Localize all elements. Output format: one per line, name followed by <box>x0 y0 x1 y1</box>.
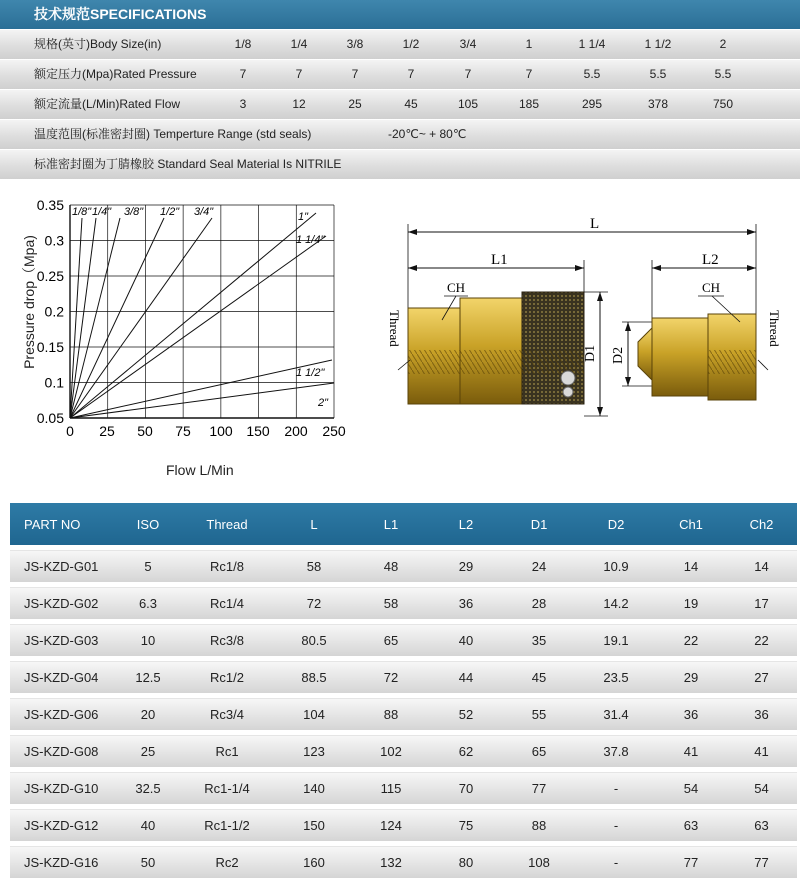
table-cell-l1: 102 <box>352 733 430 770</box>
table-cell-ch1: 29 <box>656 659 726 696</box>
rated-flow-value: 295 <box>581 97 603 111</box>
x-tick-label: 75 <box>175 423 191 439</box>
table-cell-ch1: 19 <box>656 585 726 622</box>
table-cell-d2: 23.5 <box>576 659 656 696</box>
coupling-drawing <box>372 210 792 430</box>
table-cell-thread: Rc1/8 <box>178 548 276 585</box>
y-tick-label: 0.1 <box>44 374 64 391</box>
body-size-value: 1/2 <box>402 37 420 51</box>
table-row <box>10 622 797 659</box>
rated-pressure-value: 5.5 <box>583 67 601 81</box>
table-cell-d1: 65 <box>502 733 576 770</box>
y-tick-label: 0.25 <box>36 268 64 284</box>
pressure-drop-chart <box>0 188 345 488</box>
table-cell-ch1: 41 <box>656 733 726 770</box>
body-size-value: 3/8 <box>346 37 364 51</box>
table-cell-d1: 55 <box>502 696 576 733</box>
x-tick-label: 150 <box>246 423 270 439</box>
table-cell-part-no: JS-KZD-G10 <box>10 770 118 807</box>
body-size-value: 1 1/2 <box>644 37 672 51</box>
x-tick-label: 0 <box>66 423 74 439</box>
table-cell-l1: 58 <box>352 585 430 622</box>
table-cell-thread: Rc1/4 <box>178 585 276 622</box>
table-cell-l1: 65 <box>352 622 430 659</box>
table-cell-d2: 19.1 <box>576 622 656 659</box>
table-cell-iso: 40 <box>118 807 178 844</box>
table-cell-d1: 45 <box>502 659 576 696</box>
chart-canvas <box>0 188 345 488</box>
table-cell-part-no: JS-KZD-G08 <box>10 733 118 770</box>
column-header-ch2: Ch2 <box>726 503 797 548</box>
series-label: 2" <box>318 397 329 409</box>
parts-table <box>10 503 797 878</box>
table-row <box>10 807 797 844</box>
table-cell-l: 150 <box>276 807 352 844</box>
column-header-ch1: Ch1 <box>656 503 726 548</box>
table-cell-ch2: 63 <box>726 807 797 844</box>
table-cell-thread: Rc3/8 <box>178 622 276 659</box>
series-line <box>70 360 332 418</box>
y-tick-label: 0.05 <box>36 410 64 426</box>
table-cell-l2: 44 <box>430 659 502 696</box>
table-cell-iso: 20 <box>118 696 178 733</box>
specifications-title: 技术规范SPECIFICATIONS <box>0 0 800 29</box>
table-cell-d2: - <box>576 770 656 807</box>
x-axis-title: Flow L/Min <box>166 462 234 478</box>
table-cell-l1: 115 <box>352 770 430 807</box>
column-header-l2: L2 <box>430 503 502 548</box>
x-tick-label: 200 <box>284 423 308 439</box>
table-cell-ch1: 36 <box>656 696 726 733</box>
table-cell-iso: 5 <box>118 548 178 585</box>
body-size-value: 3/4 <box>459 37 477 51</box>
table-cell-l2: 36 <box>430 585 502 622</box>
table-cell-l2: 40 <box>430 622 502 659</box>
column-header-l: L <box>276 503 352 548</box>
table-row <box>10 844 797 879</box>
table-cell-l2: 75 <box>430 807 502 844</box>
body-size-value: 1/4 <box>290 37 308 51</box>
table-cell-l1: 48 <box>352 548 430 585</box>
table-cell-l2: 29 <box>430 548 502 585</box>
thread-label-socket: Thread <box>387 310 402 347</box>
table-cell-part-no: JS-KZD-G16 <box>10 844 118 879</box>
table-cell-ch2: 17 <box>726 585 797 622</box>
specifications-panel <box>0 0 800 179</box>
x-tick-label: 50 <box>137 423 153 439</box>
rated-pressure-value: 7 <box>351 67 359 81</box>
y-tick-label: 0.3 <box>44 232 64 249</box>
table-cell-ch2: 27 <box>726 659 797 696</box>
table-cell-iso: 6.3 <box>118 585 178 622</box>
series-label: 3/8" <box>124 206 144 218</box>
table-cell-thread: Rc3/4 <box>178 696 276 733</box>
table-cell-l1: 88 <box>352 696 430 733</box>
series-label: 1 1/4" <box>296 234 325 246</box>
table-cell-part-no: JS-KZD-G12 <box>10 807 118 844</box>
table-cell-iso: 25 <box>118 733 178 770</box>
rated-pressure-row <box>0 60 800 89</box>
table-cell-thread: Rc1 <box>178 733 276 770</box>
table-cell-d2: 10.9 <box>576 548 656 585</box>
table-cell-ch2: 14 <box>726 548 797 585</box>
rated-flow-value: 105 <box>457 97 479 111</box>
series-label: 1 1/2" <box>296 367 325 379</box>
table-cell-l1: 124 <box>352 807 430 844</box>
table-cell-ch2: 54 <box>726 770 797 807</box>
table-cell-d2: 37.8 <box>576 733 656 770</box>
table-cell-ch2: 22 <box>726 622 797 659</box>
body-size-row <box>0 30 800 59</box>
body-size-value: 2 <box>719 37 727 51</box>
table-cell-d1: 35 <box>502 622 576 659</box>
rated-pressure-label: 额定压力(Mpa)Rated Pressure <box>34 67 197 81</box>
table-cell-ch1: 54 <box>656 770 726 807</box>
table-cell-thread: Rc1/2 <box>178 659 276 696</box>
table-row <box>10 585 797 622</box>
table-cell-l: 104 <box>276 696 352 733</box>
column-header-l1: L1 <box>352 503 430 548</box>
series-line <box>70 218 96 418</box>
column-header-d2: D2 <box>576 503 656 548</box>
table-cell-l1: 72 <box>352 659 430 696</box>
column-header-thread: Thread <box>178 503 276 548</box>
rated-pressure-value: 7 <box>407 67 415 81</box>
table-cell-ch1: 77 <box>656 844 726 879</box>
table-cell-l: 58 <box>276 548 352 585</box>
series-line <box>70 218 164 418</box>
body-size-value: 1 <box>525 37 533 51</box>
table-cell-l: 160 <box>276 844 352 879</box>
dim-label-l: L <box>590 216 600 232</box>
rated-pressure-value: 5.5 <box>649 67 667 81</box>
x-tick-label: 100 <box>209 423 233 439</box>
table-cell-d1: 28 <box>502 585 576 622</box>
table-cell-iso: 12.5 <box>118 659 178 696</box>
table-row <box>10 659 797 696</box>
table-cell-iso: 32.5 <box>118 770 178 807</box>
table-cell-ch2: 36 <box>726 696 797 733</box>
seal-row <box>0 150 800 179</box>
temperature-label: 温度范围(标准密封圈) Temperture Range (std seals) <box>34 127 312 141</box>
dim-label-l2: L2 <box>702 252 719 268</box>
dim-label-d2: D2 <box>611 346 626 364</box>
dim-label-d1: D1 <box>583 344 598 362</box>
series-label: 1/2" <box>160 206 180 218</box>
column-header-d1: D1 <box>502 503 576 548</box>
series-line <box>70 218 82 418</box>
table-cell-part-no: JS-KZD-G06 <box>10 696 118 733</box>
rated-pressure-value: 7 <box>295 67 303 81</box>
rated-flow-value: 45 <box>404 97 418 111</box>
rated-pressure-value: 7 <box>525 67 533 81</box>
table-cell-thread: Rc1-1/4 <box>178 770 276 807</box>
table-cell-ch2: 41 <box>726 733 797 770</box>
dim-label-l1: L1 <box>491 252 508 268</box>
rated-pressure-value: 7 <box>464 67 472 81</box>
x-tick-label: 250 <box>322 423 346 439</box>
table-cell-ch2: 77 <box>726 844 797 879</box>
body-size-value: 1/8 <box>234 37 252 51</box>
table-cell-part-no: JS-KZD-G04 <box>10 659 118 696</box>
rated-flow-value: 750 <box>712 97 734 111</box>
table-cell-l2: 62 <box>430 733 502 770</box>
x-tick-label: 25 <box>99 423 115 439</box>
rated-flow-value: 378 <box>647 97 669 111</box>
column-header-iso: ISO <box>118 503 178 548</box>
table-row <box>10 696 797 733</box>
table-cell-l: 88.5 <box>276 659 352 696</box>
rated-pressure-value: 7 <box>239 67 247 81</box>
table-cell-d1: 24 <box>502 548 576 585</box>
table-cell-l: 80.5 <box>276 622 352 659</box>
seal-label: 标准密封圈为丁腈橡胶 Standard Seal Material Is NITRILE <box>34 157 342 171</box>
column-header-part-no: PART NO <box>10 503 118 548</box>
table-cell-d2: 31.4 <box>576 696 656 733</box>
y-tick-label: 0.2 <box>44 303 64 320</box>
table-cell-part-no: JS-KZD-G02 <box>10 585 118 622</box>
table-cell-l: 72 <box>276 585 352 622</box>
ch-label-socket: CH <box>447 280 466 295</box>
plug-body <box>638 314 756 400</box>
table-cell-d2: - <box>576 844 656 879</box>
table-cell-d1: 77 <box>502 770 576 807</box>
series-label: 1/4" <box>92 206 112 218</box>
temperature-row <box>0 120 800 149</box>
table-cell-l2: 80 <box>430 844 502 879</box>
table-cell-thread: Rc1-1/2 <box>178 807 276 844</box>
table-cell-part-no: JS-KZD-G03 <box>10 622 118 659</box>
parts-table-header <box>10 503 797 548</box>
series-label: 1" <box>298 211 309 223</box>
rated-flow-value: 3 <box>239 97 247 111</box>
rated-flow-value: 185 <box>518 97 540 111</box>
socket-body <box>408 292 584 404</box>
y-axis-title: Pressure drop（Mpa) <box>21 235 37 369</box>
table-cell-iso: 50 <box>118 844 178 879</box>
table-cell-d1: 88 <box>502 807 576 844</box>
series-label: 3/4" <box>194 206 214 218</box>
table-cell-ch1: 22 <box>656 622 726 659</box>
body-size-value: 1 1/4 <box>578 37 606 51</box>
y-tick-label: 0.35 <box>36 197 64 213</box>
table-cell-l: 123 <box>276 733 352 770</box>
table-cell-d2: - <box>576 807 656 844</box>
table-cell-part-no: JS-KZD-G01 <box>10 548 118 585</box>
table-row <box>10 733 797 770</box>
thread-label-plug: Thread <box>767 310 782 347</box>
y-tick-label: 0.15 <box>36 339 64 355</box>
series-line <box>70 383 334 418</box>
table-cell-iso: 10 <box>118 622 178 659</box>
coupling-svg <box>372 210 792 430</box>
rated-flow-row <box>0 90 800 119</box>
table-row <box>10 770 797 807</box>
table-row <box>10 548 797 585</box>
body-size-label: 规格(英寸)Body Size(in) <box>34 37 162 51</box>
table-cell-l2: 70 <box>430 770 502 807</box>
table-cell-d1: 108 <box>502 844 576 879</box>
table-cell-l1: 132 <box>352 844 430 879</box>
table-cell-ch1: 14 <box>656 548 726 585</box>
rated-flow-label: 额定流量(L/Min)Rated Flow <box>34 97 181 111</box>
table-cell-l: 140 <box>276 770 352 807</box>
table-cell-l2: 52 <box>430 696 502 733</box>
rated-pressure-value: 5.5 <box>714 67 732 81</box>
table-cell-thread: Rc2 <box>178 844 276 879</box>
series-line <box>70 213 316 418</box>
table-cell-d2: 14.2 <box>576 585 656 622</box>
rated-flow-value: 25 <box>348 97 362 111</box>
table-cell-ch1: 63 <box>656 807 726 844</box>
rated-flow-value: 12 <box>292 97 306 111</box>
series-label: 1/8" <box>72 206 92 218</box>
ch-label-plug: CH <box>702 280 721 295</box>
temperature-value: -20℃~ + 80℃ <box>388 127 467 141</box>
